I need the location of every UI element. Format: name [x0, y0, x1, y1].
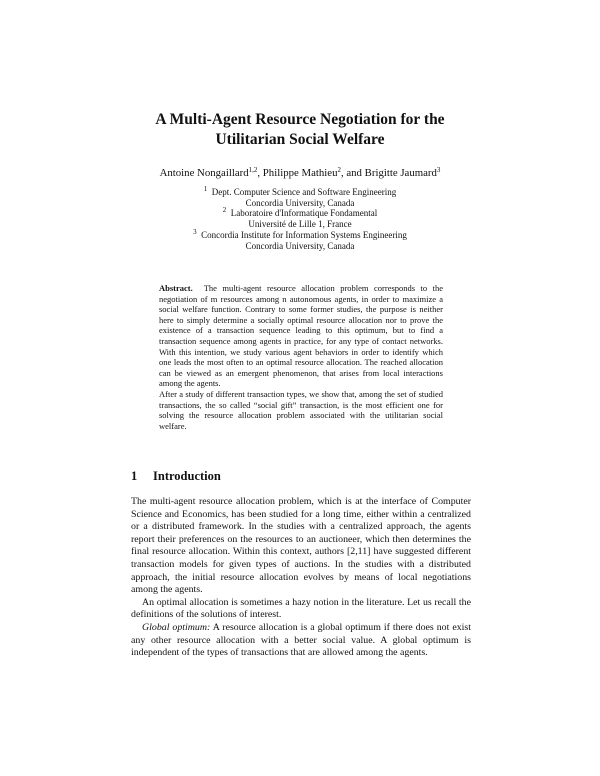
abstract-paragraph [159, 283, 443, 389]
abstract-paragraph: After a study of different transaction types, we show that, among the set of studied transactions, the so called “social gift” transaction, is the most efficient one for solving the resource allocation problem associated with the utilitarian social welfare. [159, 388, 443, 431]
author-list [60, 166, 540, 180]
affiliation-line [100, 187, 500, 198]
affiliation-number: 2 [222, 206, 227, 215]
author-affil-mark: 2 [337, 166, 341, 174]
affiliation-line [100, 227, 500, 241]
author-affil-mark: 3 [436, 166, 441, 174]
author-affil-mark: 1,2 [248, 166, 258, 174]
affiliation-line: Université de Lille 1, France [248, 219, 352, 230]
abstract-text: The multi-agent resource allocation problem corresponds to the negotiation of m resources among n autonomous agents, in order to maximize a social welfare function. Contrary to some former studies, the purpose is neither here to simply determine a socially optimal resource allocation nor to prove the existence of a transaction sequence leading to this optimum, but to find a transaction sequence among agents in practice, for any type of contact networks. With this intention, we study various agent behaviors in order to identify which one leads the most often to an optimal resource allocation. The reached allocation can be viewed as an emergent phenomenon, that arises from local interactions among the agents. [159, 283, 443, 389]
definition-text: A resource allocation is a global optimum if there does not exist any other resource allocation with a better social value. A global optimum is independent of the types of transactions that are allowed among the agents. [131, 621, 471, 659]
affiliations [100, 187, 500, 251]
paper-title [100, 110, 500, 150]
affiliation-line [100, 208, 500, 219]
author-name: Philippe Mathieu [262, 167, 338, 179]
affiliation-line: Concordia University, Canada [245, 240, 355, 251]
affiliation-number: 3 [193, 227, 197, 236]
author-separator: , [257, 167, 263, 179]
affiliation-text: Concordia Institute for Information Systems Engineering [201, 229, 407, 240]
body-paragraph: The multi-agent resource allocation problem, which is at the interface of Computer Science and Economics, has been studied for a long time, either within a centralized or a distributed framework. In the studies with a centralized approach, the agents report their preferences on the resources to an auctioneer, which then determines the final resource allocation. Within this context, authors [2,11] have suggested different transaction models for given types of auctions. In the studies with a distributed approach, the initial resource allocation evolves by means of local negotiations among the agents. [131, 496, 471, 596]
affiliation-text: Dept. Computer Science and Software Engineering [211, 187, 397, 197]
author-name: Antoine Nongaillard [159, 167, 249, 179]
author-separator: , and [340, 167, 365, 179]
body-text [131, 496, 471, 660]
body-paragraph: An optimal allocation is sometimes a hazy notion in the literature. Let us recall the definitions of the solutions of interest. [131, 596, 471, 621]
abstract [159, 283, 443, 431]
body-paragraph [131, 622, 471, 660]
affiliation-text: Laboratoire d'Informatique Fondamental [230, 208, 378, 219]
section-heading [131, 469, 221, 484]
affiliation-line: Concordia University, Canada [245, 197, 355, 208]
definition-term: Global optimum: [142, 621, 211, 633]
title-line-2: Utilitarian Social Welfare [215, 131, 385, 148]
abstract-label: Abstract. [159, 283, 193, 293]
author-name: Brigitte Jaumard [364, 167, 437, 179]
affiliation-number: 1 [203, 185, 208, 193]
section-title: Introduction [153, 469, 221, 483]
section-number: 1 [131, 469, 138, 483]
title-line-1: A Multi-Agent Resource Negotiation for the [155, 111, 445, 128]
